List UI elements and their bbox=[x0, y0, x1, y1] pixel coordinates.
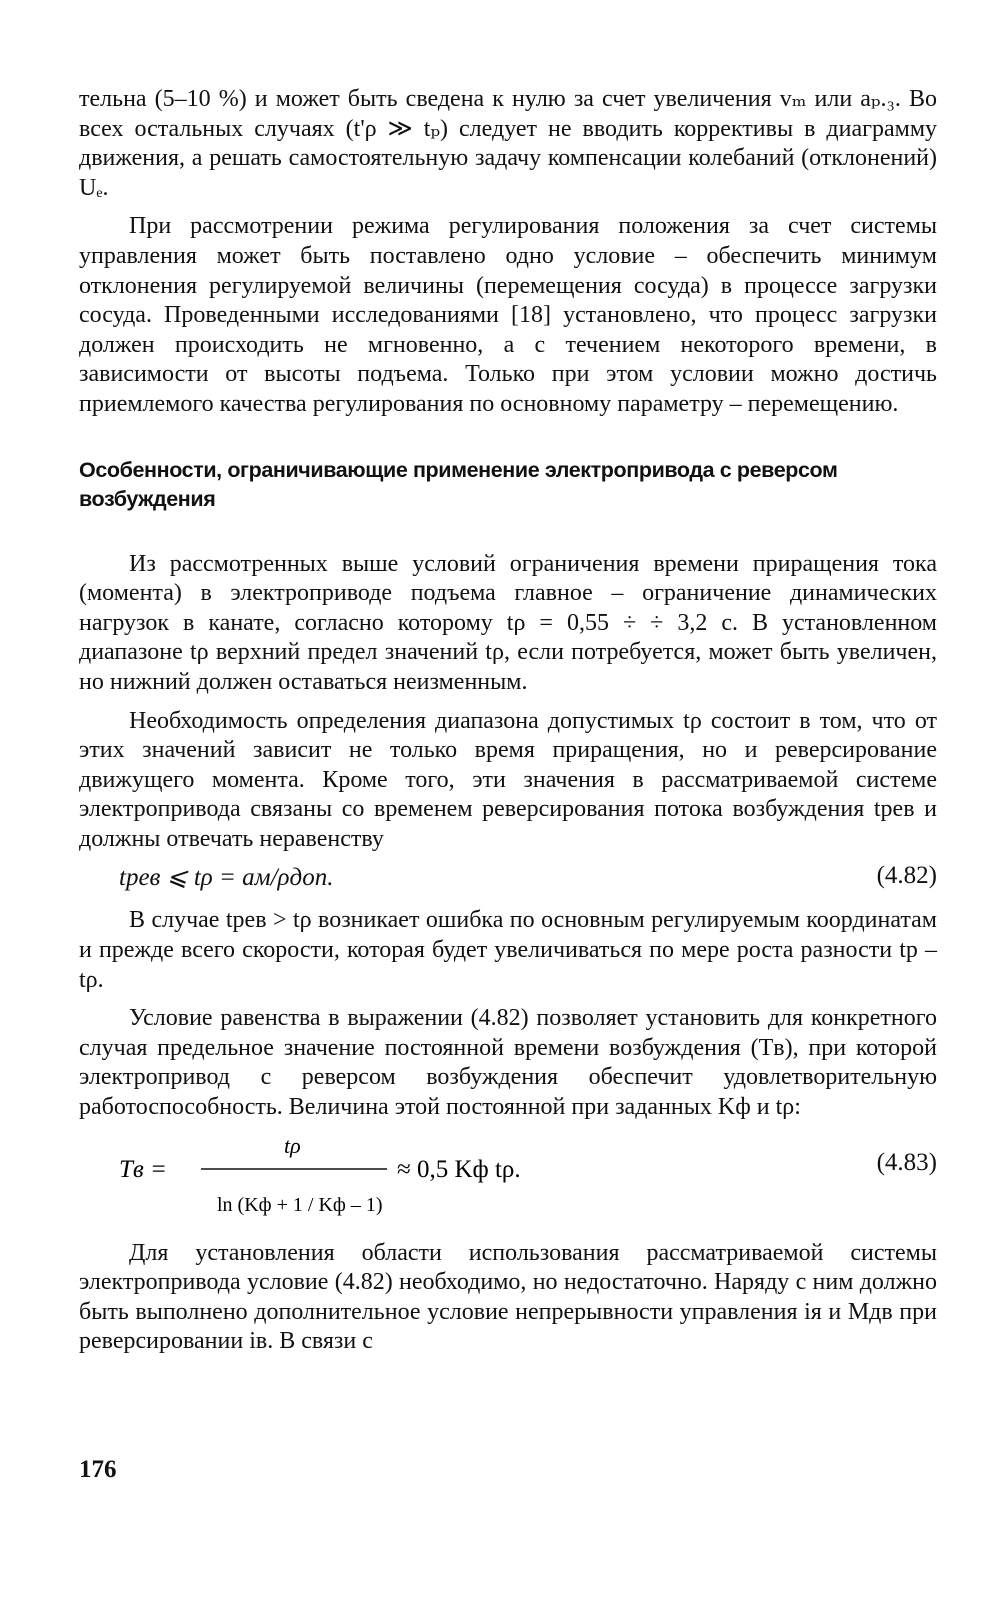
equation-4-83 bbox=[79, 1129, 937, 1239]
equation-4-83-fraction bbox=[79, 1129, 937, 1239]
paragraph-1: тельна (5–10 %) и может быть сведена к нулю за счет увеличения vₘ или aₚ.₃. Во всех остальных случаях (t'ρ ≫ tₚ) следует не вводить коррективы в диаграмму движения, а решать самостоятельную задачу компенсации колебаний (отклонений) Uₑ. bbox=[79, 86, 937, 201]
eq2-numerator: tρ bbox=[284, 1132, 301, 1158]
paragraph-4: Необходимость определения диапазона допустимых tρ состоит в том, что от этих значений зависит не только время приращения, но и реверсирование движущего момента. Кроме того, эти значения в рассматриваемой системе электропривода связаны со временем реверсирования потока возбуждения tрев и должны отвечать неравенству bbox=[79, 707, 937, 852]
equation-4-82 bbox=[79, 854, 937, 906]
equation-4-82-expression: tрев ⩽ tρ = aм/ρдоп. bbox=[119, 864, 334, 892]
document-page bbox=[79, 85, 937, 1357]
paragraph-3: Из рассмотренных выше условий ограничения времени приращения тока (момента) в электроприводе подъема главное – ограничение динамических нагрузок в канате, согласно которому tρ = 0,55 ÷ ÷ 3,2 с. В установленном диапазоне tρ верхний предел значений tρ, если потребуется, может быть увеличен, но нижний должен оставаться неизменным. bbox=[79, 550, 937, 695]
equation-4-82-number: (4.82) bbox=[876, 862, 937, 890]
eq2-rhs: ≈ 0,5 Kф tρ. bbox=[397, 1155, 521, 1183]
paragraph-7: Для установления области использования рассматриваемой системы электропривода условие (4.82) необходимо, но недостаточно. Наряду с ним должно быть выполнено дополнительное условие непрерывности управления iя и Mдв при реверсировании iв. В связи с bbox=[79, 1239, 937, 1355]
paragraph-5: В случае tрев > tρ возникает ошибка по основным регулируемым координатам и прежде всего скорости, которая будет увеличиваться по мере роста разности tр – tρ. bbox=[79, 907, 937, 993]
paragraph-2: При рассмотрении режима регулирования положения за счет системы управления может быть поставлено одно условие – обеспечить минимум отклонения регулируемой величины (перемещения сосуда) в процессе загрузки сосуда. Проведенными исследованиями [18] установлено, что процесс загрузки должен происходить не мгновенно, а с течением некоторого времени, в зависимости от высоты подъема. Только при этом условии можно достичь приемлемого качества регулирования по основному параметру – перемещению. bbox=[79, 213, 937, 417]
section-heading: Особенности, ограничивающие применение электропривода с реверсом возбуждения bbox=[79, 457, 838, 511]
page-number: 176 bbox=[79, 1456, 117, 1483]
eq2-denominator: ln (Kф + 1 / Kф – 1) bbox=[217, 1193, 383, 1216]
equation-4-83-number: (4.83) bbox=[876, 1148, 937, 1176]
paragraph-6: Условие равенства в выражении (4.82) позволяет установить для конкретного случая предельное значение постоянной времени возбуждения (Tв), при которой электропривод с реверсом возбуждения обеспечит удовлетворительную работоспособность. Величина этой постоянной при заданных Kф и tρ: bbox=[79, 1005, 937, 1121]
eq2-lhs: Tв = bbox=[119, 1155, 167, 1183]
